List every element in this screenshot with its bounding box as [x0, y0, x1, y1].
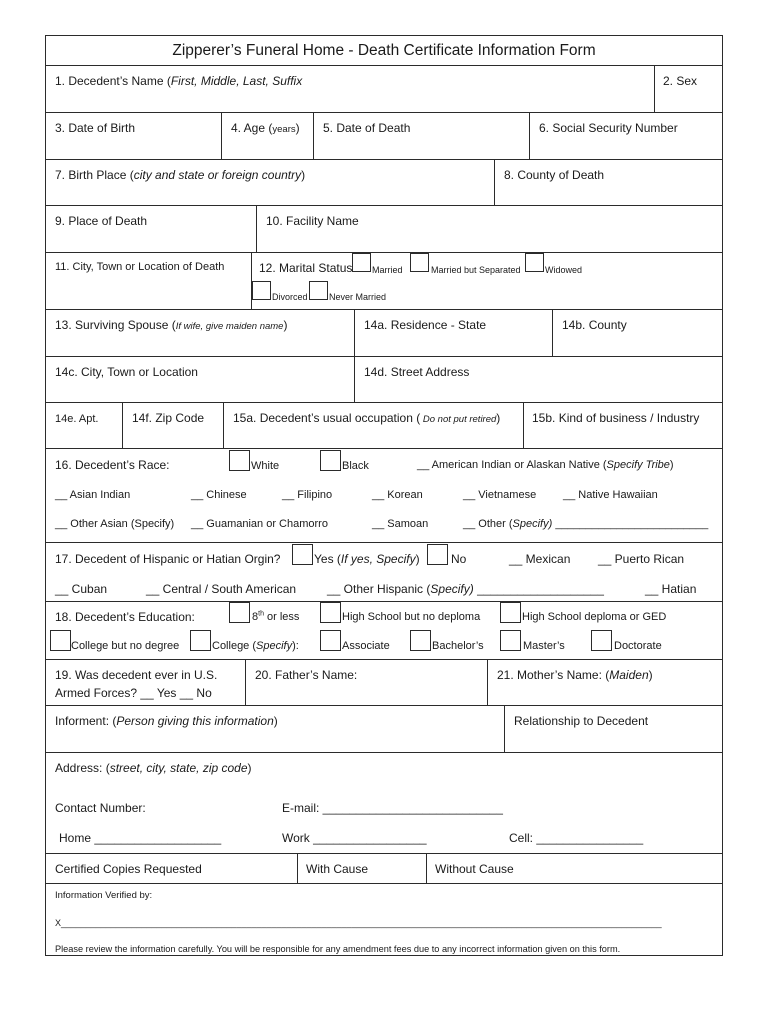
other-race-option[interactable]: __ Other (Specify) _________________________ [463, 518, 709, 530]
american-indian-option[interactable]: __ American Indian or Alaskan Native (Specify Tribe) [417, 459, 674, 471]
birth-place-field[interactable]: 7. Birth Place (city and state or foreign country) [55, 168, 306, 182]
informant-field[interactable]: Informent: (Person giving this information) [55, 714, 278, 728]
row-divider [46, 65, 722, 66]
cell-divider [221, 112, 222, 159]
cell-divider [313, 112, 314, 159]
cell-divider [297, 853, 298, 883]
residence-state-field[interactable]: 14a. Residence - State [364, 318, 487, 332]
cell-divider [494, 159, 495, 205]
cell-divider [523, 402, 524, 448]
row-divider [46, 448, 722, 449]
cell-divider [654, 65, 655, 112]
cell-divider [487, 659, 488, 705]
associate-label: Associate [342, 640, 390, 652]
cell-divider [426, 853, 427, 883]
doctorate-label: Doctorate [614, 640, 662, 652]
never-married-label: Never Married [329, 292, 387, 302]
cell-divider [354, 309, 355, 402]
white-label: White [251, 460, 280, 472]
city-of-death-field[interactable]: 11. City, Town or Location of Death [55, 261, 225, 273]
form-title: Zipperer’s Funeral Home - Death Certificate Information Form [172, 42, 596, 59]
married-separated-checkbox[interactable] [410, 253, 429, 272]
hispanic-no-label: No [451, 552, 467, 566]
college-no-degree-checkbox[interactable] [50, 630, 71, 651]
row-divider [46, 542, 722, 543]
married-label: Married [372, 265, 403, 275]
married-separated-label: Married but Separated [431, 265, 521, 275]
decedent-name-field[interactable]: 1. Decedent’s Name (First, Middle, Last, Suffix [55, 74, 303, 88]
hatian-option[interactable]: __ Hatian [645, 582, 697, 596]
street-address-field[interactable]: 14d. Street Address [364, 365, 470, 379]
occupation-field[interactable]: 15a. Decedent’s usual occupation ( Do not put retired) [233, 411, 501, 425]
row-divider [46, 659, 722, 660]
mexican-option[interactable]: __ Mexican [509, 552, 571, 566]
relationship-field[interactable]: Relationship to Decedent [514, 714, 649, 728]
hispanic-yes-checkbox[interactable] [292, 544, 313, 565]
residence-city-field[interactable]: 14c. City, Town or Location [55, 365, 198, 379]
married-checkbox[interactable] [352, 253, 371, 272]
death-certificate-form [45, 35, 723, 956]
mothers-name-field[interactable]: 21. Mother’s Name: (Maiden) [497, 668, 653, 682]
with-cause-field[interactable]: With Cause [306, 862, 369, 876]
cell-divider [504, 705, 505, 752]
black-checkbox[interactable] [320, 450, 341, 471]
cell-divider [122, 402, 123, 448]
korean-option[interactable]: __ Korean [372, 489, 423, 501]
row-divider [46, 252, 722, 253]
hs-diploma-ged-checkbox[interactable] [500, 602, 521, 623]
cell-phone-field[interactable]: Cell: ________________ [509, 831, 644, 845]
filipino-option[interactable]: __ Filipino [282, 489, 333, 501]
verified-by-label: Information Verified by: [55, 890, 153, 901]
other-asian-option[interactable]: __ Other Asian (Specify) [55, 518, 175, 530]
hs-no-diploma-label: High School but no deploma [342, 611, 481, 623]
puerto-rican-option[interactable]: __ Puerto Rican [598, 552, 685, 566]
residence-county-field[interactable]: 14b. County [562, 318, 627, 332]
fathers-name-field[interactable]: 20. Father’s Name: [255, 668, 358, 682]
bachelors-checkbox[interactable] [410, 630, 431, 651]
row-divider [46, 159, 722, 160]
address-field[interactable]: Address: (street, city, state, zip code) [55, 761, 252, 775]
hispanic-yes-label: Yes (If yes, Specify) [314, 552, 420, 566]
business-industry-field[interactable]: 15b. Kind of business / Industry [532, 411, 700, 425]
masters-checkbox[interactable] [500, 630, 521, 651]
marital-status-label: 12. Marital Status [259, 261, 353, 275]
masters-label: Master’s [523, 640, 565, 652]
work-phone-field[interactable]: Work _________________ [282, 831, 427, 845]
date-of-birth-field[interactable]: 3. Date of Birth [55, 121, 136, 135]
cell-divider [256, 205, 257, 252]
central-south-american-option[interactable]: __ Central / South American [146, 582, 297, 596]
divorced-checkbox[interactable] [252, 281, 271, 300]
age-field[interactable]: 4. Age (years) [231, 121, 300, 135]
home-phone-field[interactable]: Home ___________________ [59, 831, 222, 845]
row-divider [46, 356, 722, 357]
samoan-option[interactable]: __ Samoan [372, 518, 429, 530]
associate-checkbox[interactable] [320, 630, 341, 651]
row-divider [46, 883, 722, 884]
hs-no-diploma-checkbox[interactable] [320, 602, 341, 623]
armed-forces-field[interactable]: 19. Was decedent ever in U.S. [55, 668, 218, 682]
eighth-or-less-checkbox[interactable] [229, 602, 250, 623]
college-specify-checkbox[interactable] [190, 630, 211, 651]
vietnamese-option[interactable]: __ Vietnamese [463, 489, 537, 501]
row-divider [46, 601, 722, 602]
without-cause-field[interactable]: Without Cause [435, 862, 514, 876]
row-divider [46, 705, 722, 706]
college-no-degree-label: College but no degree [71, 640, 180, 652]
contact-number-label: Contact Number: [55, 801, 146, 815]
college-specify-label: College (Specify): [212, 640, 299, 652]
row-divider [46, 309, 722, 310]
widowed-label: Widowed [545, 265, 583, 275]
ssn-field[interactable]: 6. Social Security Number [539, 121, 678, 135]
hispanic-no-checkbox[interactable] [427, 544, 448, 565]
cell-divider [223, 402, 224, 448]
row-divider [46, 402, 722, 403]
row-divider [46, 853, 722, 854]
facility-name-field[interactable]: 10. Facility Name [266, 214, 359, 228]
race-label: 16. Decedent’s Race: [55, 458, 170, 472]
row-divider [46, 112, 722, 113]
cell-divider [529, 112, 530, 159]
chinese-option[interactable]: __ Chinese [191, 489, 247, 501]
place-of-death-field[interactable]: 9. Place of Death [55, 214, 148, 228]
cuban-option[interactable]: __ Cuban [55, 582, 108, 596]
cell-divider [245, 659, 246, 705]
other-hispanic-option[interactable]: __ Other Hispanic (Specify) ___________________ [327, 582, 604, 596]
eighth-or-less-label: 8th or less [252, 610, 300, 623]
divorced-label: Divorced [272, 292, 308, 302]
certified-copies-label: Certified Copies Requested [55, 862, 202, 876]
zip-code-field[interactable]: 14f. Zip Code [132, 411, 205, 425]
hs-diploma-ged-label: High School deploma or GED [522, 611, 667, 623]
row-divider [46, 752, 722, 753]
bachelors-label: Bachelor’s [432, 640, 484, 652]
education-label: 18. Decedent’s Education: [55, 610, 195, 624]
black-label: Black [342, 460, 369, 472]
sex-field[interactable]: 2. Sex [663, 74, 698, 88]
apt-field[interactable]: 14e. Apt. [55, 413, 99, 425]
surviving-spouse-field[interactable]: 13. Surviving Spouse (If wife, give maiden name) [55, 318, 288, 332]
cell-divider [552, 309, 553, 356]
email-field[interactable]: E-mail: ___________________________ [282, 801, 503, 815]
never-married-checkbox[interactable] [309, 281, 328, 300]
date-of-death-field[interactable]: 5. Date of Death [323, 121, 411, 135]
guamanian-option[interactable]: __ Guamanian or Chamorro [191, 518, 328, 530]
asian-indian-option[interactable]: __ Asian Indian [55, 489, 131, 501]
signature-line[interactable]: X________________________________________________________________________________________________________________________ [55, 918, 662, 928]
native-hawaiian-option[interactable]: __ Native Hawaiian [563, 489, 658, 501]
white-checkbox[interactable] [229, 450, 250, 471]
disclaimer-text: Please review the information carefully. You will be responsible for any amendment fees due to any incorrect information given on this form. [55, 944, 621, 954]
doctorate-checkbox[interactable] [591, 630, 612, 651]
armed-forces-answer[interactable]: Armed Forces? __ Yes __ No [55, 686, 212, 700]
county-of-death-field[interactable]: 8. County of Death [504, 168, 605, 182]
widowed-checkbox[interactable] [525, 253, 544, 272]
row-divider [46, 205, 722, 206]
hispanic-label: 17. Decedent of Hispanic or Hatian Orgin? [55, 552, 281, 566]
